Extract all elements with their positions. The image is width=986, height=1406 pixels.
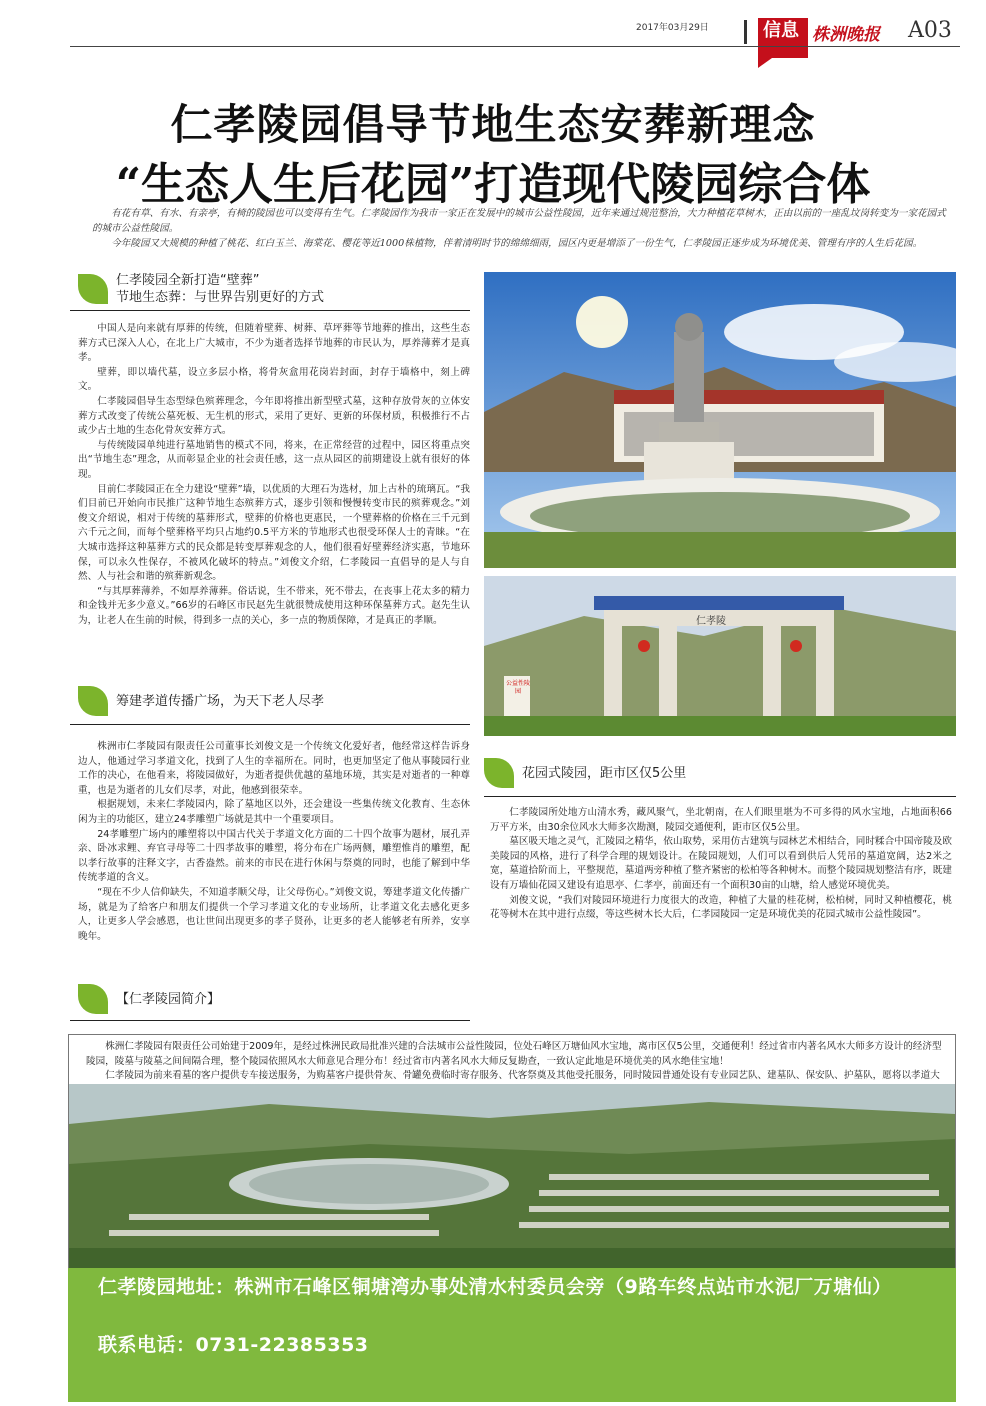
- section1-heading: [78, 272, 478, 306]
- section3-heading-text: 花园式陵园，距市区仅5公里: [522, 765, 687, 781]
- headline-line1: 仁孝陵园倡导节地生态安葬新理念: [170, 100, 816, 149]
- leaf-icon: [78, 686, 108, 716]
- section3-paragraph: 仁孝陵园所处地方山清水秀，藏风聚气，坐北朝南，在人们眼里堪为不可多得的风水宝地，占地面积66万平方米，由30余位风水大师多次勘测，陵园交通便利，距市区仅5公里。: [490, 807, 952, 833]
- paper-name: 株洲晚报: [812, 25, 880, 45]
- header-divider: [744, 20, 747, 44]
- leaf-icon: [484, 758, 514, 788]
- section2-heading: [78, 686, 478, 716]
- section2-paragraph: 株洲市仁孝陵园有限责任公司董事长刘俊文是一个传统文化爱好者，他经常这样告诉身边人，他通过学习孝道文化，找到了人生的幸福所在。同时，也更加坚定了他从事陵园行业工作的决心，在他看来，将陵园做好，为逝者提供优越的墓地环境，其实是对逝者的一种尊重，也是为逝者的儿女们尽孝，对此，他感到很荣幸。: [78, 741, 470, 796]
- section4-heading-text: 【仁孝陵园简介】: [116, 991, 221, 1007]
- photo-statue: [484, 272, 956, 568]
- section3-body: [490, 806, 952, 923]
- section4-paragraph: 仁孝陵园为前来看墓的客户提供专车接送服务，为购墓客户提供骨灰、骨罐免费临时寄存服务、代客祭奠及其他受托服务，同时陵园普通处设有专业园艺队、建墓队、保安队、护墓队，愿将以孝道大: [105, 1070, 940, 1081]
- section3-paragraph: 刘俊文说，“我们对陵园环境进行力度很大的改造，种植了大量的桂花树，松柏树，同时又种植樱花，桃花等树木在其中进行点缀，等这些树木长大后，仁孝园陵园一定是环境优美的花园式城市公益性陵园”。: [490, 894, 952, 921]
- section1-rule: [70, 310, 470, 311]
- footer-address: 仁孝陵园地址：株洲市石峰区铜塘湾办事处清水村委员会旁（9路车终点站市水泥厂万塘仙）: [98, 1276, 892, 1298]
- section2-paragraph: 24孝雕塑广场内的雕塑将以中国古代关于孝道文化方面的二十四个故事为题材，展孔弄亲、卧冰求鲤、弃官寻母等二十四孝故事的雕塑，将分布在广场两侧，雕塑惟肖的雕塑，配以孝行故事的注释文字，古香盎然。前来的市民在进行休闲与祭奠的同时，也能了解到中华传统孝道的含义。: [78, 828, 470, 884]
- section3-rule: [484, 796, 956, 797]
- page-number: A03: [908, 18, 952, 43]
- section1-paragraph: 目前仁孝陵园正在全力建设“壁葬”墙，以优质的大理石为选材，加上古朴的琉璃瓦。“我们目前已开始向市民推广这种节地生态殡葬方式，逐步引领和慢慢转变市民的殡葬观念。”刘俊文介绍说，相对于传统的墓葬形式，壁葬的价格也更惠民，一个壁葬格的价格在三千元到六千元之间，而每个壁葬格平均只占地约0.5平方米的节地形式也很受环保人士的青睐。“在大城市选择这种墓葬方式的民众都是转变厚葬观念的人，他们很看好壁葬经济实惠，节地环保，可以永久性保存，不被风化破坏的特点。”刘俊文介绍，仁孝陵园一直倡导的是人与自然、人与社会和谐的殡葬新观念。: [78, 483, 470, 583]
- section-tag-tail: [758, 58, 772, 68]
- section1-paragraph: 壁葬，即以墙代墓，设立多层小格，将骨灰盒用花岗岩封面，封存于墙格中，刻上碑文。: [78, 366, 470, 393]
- section-tag: [758, 18, 808, 58]
- footer-phone: 联系电话：0731-22385353: [98, 1334, 369, 1356]
- leaf-icon: [78, 984, 108, 1014]
- gate-sign: 公益性陵园: [506, 680, 531, 695]
- section1-heading-line1: 仁孝陵园全新打造“壁葬”: [116, 273, 260, 288]
- photo-panorama: [69, 1084, 955, 1268]
- section2-paragraph: “现在不少人信仰缺失，不知道孝顺父母，让父母伤心。”刘俊文说，筹建孝道文化传播广场，就是为了给客户和朋友们提供一个学习孝道文化的专业场所，让孝道文化去感化更多人，让更多人学会感恩，也让世间出现更多的孝子贤孙，让更多的老人能够老有所养，安享晚年。: [78, 886, 470, 942]
- gate-plaque: 仁孝陵: [696, 616, 726, 627]
- section3-heading: [484, 758, 956, 788]
- section2-heading-text: 筹建孝道传播广场，为天下老人尽孝: [116, 693, 325, 709]
- section4-rule: [70, 1020, 470, 1021]
- section2-paragraph: 根据规划，未来仁孝陵园内，除了墓地区以外，还会建设一些集传统文化教育、生态休闲为主的功能区，建立24孝雕塑广场就是其中一个重要项目。: [78, 799, 470, 825]
- section1-paragraph: “与其厚葬薄养，不如厚养薄葬。俗话说，生不带来，死不带去，在丧事上花太多的精力和金钱并无多少意义。”66岁的石峰区市民赵先生就很赞成使用这种环保墓葬方式。赵先生认为，让老人在生前的时候，得到多一点的关心，多一点的物质保障，才是真正的孝顺。: [78, 585, 470, 626]
- issue-date: 2017年03月29日: [636, 23, 709, 33]
- section2-rule: [70, 724, 470, 725]
- section-label: 信息: [763, 20, 799, 41]
- section1-paragraph: 仁孝陵园倡导生态型绿色殡葬理念，今年即将推出新型壁式墓，这种存放骨灰的立体安葬方式改变了传统公墓死板、无生机的形式，采用了更好、更新的环保材质，积极推行不占或少占土地的生态化骨灰安葬方式。: [78, 395, 470, 437]
- headline-line2: “生态人生后花园”打造现代陵园综合体: [115, 159, 871, 210]
- section4-paragraph: 株洲仁孝陵园有限责任公司始建于2009年，是经过株洲民政局批准兴建的合法城市公益性陵园，位处石峰区万塘仙风水宝地，离市区仅5公里，交通便利！经过省市内著名风水大师多方设计的经济型陵园，陵墓与陵墓之间间隔合理，整个陵园依照风水大师意见合理分布！经过省市内著名风水大师反复勘查，一致认定此地是环境优美的风水绝佳宝地！: [86, 1041, 942, 1067]
- leaf-icon: [78, 274, 108, 304]
- header-rule: [70, 46, 960, 47]
- section4-heading: [78, 984, 478, 1014]
- photo-gate: [484, 576, 956, 736]
- lead-paragraph-2: 今年陵园又大规模的种植了桃花、红白玉兰、海棠花、樱花等近1000株植物，伴着清明时节的绵绵细雨，园区内更是增添了一份生气，仁孝陵园正逐步成为环境优美、管理有序的人生后花园。: [111, 238, 923, 249]
- lead-paragraph-1: 有花有草、有水、有亲亭，有椅的陵园也可以变得有生气。仁孝陵园作为我市一家正在发展中的城市公益性陵园，近年来通过规范整治，大力种植花草树木，正由以前的一座乱坟岗转变为一家花园式的城市公益性陵园。: [92, 208, 946, 234]
- section1-body: [78, 322, 470, 628]
- section1-heading-line2: 节地生态葬：与世界告别更好的方式: [116, 290, 325, 305]
- section1-paragraph: 中国人是向来就有厚葬的传统，但随着壁葬、树葬、草坪葬等节地葬的推出，这些生态葬方式已深入人心，在北上广大城市，不少为逝者选择节地葬的市民认为，厚养薄葬才是真孝。: [78, 323, 470, 364]
- section3-paragraph: 墓区吸天地之灵气，汇陵园之精华，依山取势，采用仿古建筑与园林艺术相结合，同时糅合中国帝陵及欧美陵园的风格，进行了科学合理的规划设计。在陵园规划，人们可以看到供后人凭吊的墓道宽阔，达2米之宽，墓道拾阶而上，平整规范，墓道两旁种植了整齐紧密的松柏等各种树木。而整个陵园规划整洁有序，既建设有万墙仙花园又建设有追思亭、仁孝亭，前面还有一个面积30亩的山塘，给人感觉环境优美。: [490, 836, 952, 891]
- section2-body: [78, 740, 470, 944]
- section1-paragraph: 与传统陵园单纯进行墓地销售的模式不同，将来，在正常经营的过程中，园区将重点突出“节地生态”理念，从而彰显企业的社会责任感，这一点从园区的前期建设上就有很好的体现。: [78, 439, 470, 480]
